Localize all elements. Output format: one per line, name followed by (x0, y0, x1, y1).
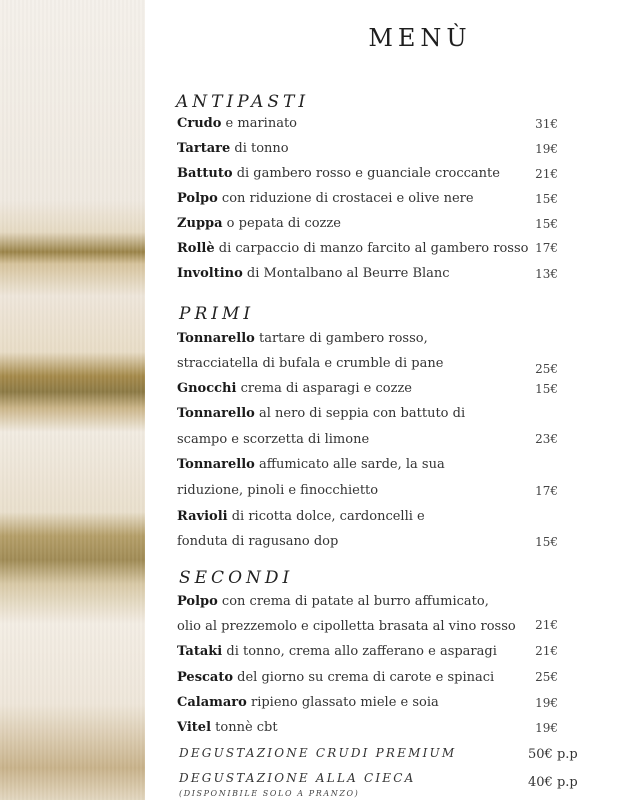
dish-description-line2: fonduta di ragusano dop (177, 534, 339, 549)
menu-item (177, 720, 278, 735)
dish-description: tonnè cbt (211, 720, 278, 735)
dish-description-line2: olio al prezzemolo e cipolletta brasata al vino rosso (177, 619, 516, 634)
menu-item (177, 644, 497, 659)
dish-name: Involtino (177, 266, 243, 281)
menu-item (177, 406, 465, 421)
dish-description: con crema di patate al burro affumicato, (217, 594, 489, 609)
dish-price: 21€ (535, 618, 558, 632)
dish-name: Vitel (177, 720, 212, 735)
tasting-menu-alla-cieca: DEGUSTAZIONE ALLA CIECA (179, 771, 416, 785)
dish-description: con riduzione di crostacei e olive nere (217, 191, 474, 206)
dish-description: tartare di gambero rosso, (254, 331, 428, 346)
dish-description: di carpaccio di manzo farcito al gambero rosso (214, 241, 529, 256)
menu-item (177, 695, 439, 710)
dish-description: di tonno, crema allo zafferano e asparagi (222, 644, 497, 659)
dish-name: Tataki (177, 644, 223, 659)
dish-description-line2: scampo e scorzetta di limone (177, 432, 370, 447)
dish-description: ripieno glassato miele e soia (246, 695, 439, 710)
dish-price: 13€ (535, 267, 558, 281)
menu-item (177, 457, 445, 472)
dish-description: di gambero rosso e guanciale croccante (232, 166, 500, 181)
dish-name: Tonnarello (177, 406, 255, 421)
dish-name: Tonnarello (177, 457, 255, 472)
dish-price: 15€ (535, 217, 558, 231)
dish-price: 15€ (535, 382, 558, 396)
menu-item (177, 381, 412, 396)
dish-description-line2: riduzione, pinoli e finocchietto (177, 483, 379, 498)
dish-price: 17€ (535, 241, 558, 255)
tasting-price: 40€ p.p (528, 775, 578, 790)
dish-description: e marinato (221, 116, 298, 131)
dish-name: Crudo (177, 116, 222, 131)
menu-item (177, 116, 297, 131)
dish-price: 21€ (535, 167, 558, 181)
menu-item (177, 166, 500, 181)
dish-description: del giorno su crema di carote e spinaci (233, 670, 495, 685)
section-heading-secondi: SECONDI (179, 568, 294, 588)
menu-item (177, 594, 489, 609)
dish-name: Polpo (177, 191, 218, 206)
dish-name: Rollè (177, 241, 215, 256)
dish-description: crema di asparagi e cozze (236, 381, 412, 396)
menu-item (177, 331, 428, 346)
tasting-menu-crudi-premium: DEGUSTAZIONE CRUDI PREMIUM (179, 746, 457, 760)
dish-description-line2: stracciatella di bufala e crumble di pane (177, 356, 444, 371)
menu-title: MENÙ (368, 24, 472, 52)
dish-name: Ravioli (177, 509, 228, 524)
tasting-note: (DISPONIBILE SOLO A PRANZO) (179, 789, 360, 798)
dish-price: 25€ (535, 670, 558, 684)
dish-price: 15€ (535, 192, 558, 206)
dish-name: Polpo (177, 594, 218, 609)
dish-price: 21€ (535, 644, 558, 658)
dish-description: di Montalbano al Beurre Blanc (242, 266, 450, 281)
menu-item (177, 191, 474, 206)
dish-description: affumicato alle sarde, la sua (254, 457, 445, 472)
watercolor-decoration (0, 0, 145, 800)
dish-name: Battuto (177, 166, 233, 181)
dish-name: Tartare (177, 141, 231, 156)
dish-name: Pescato (177, 670, 234, 685)
section-heading-antipasti: ANTIPASTI (176, 92, 310, 112)
dish-description: o pepata di cozze (222, 216, 341, 231)
menu-item (177, 266, 450, 281)
menu-item (177, 670, 494, 685)
tasting-price: 50€ p.p (528, 747, 578, 762)
dish-price: 17€ (535, 484, 558, 498)
dish-description: al nero di seppia con battuto di (254, 406, 466, 421)
menu-item (177, 509, 425, 524)
menu-item (177, 216, 341, 231)
dish-name: Gnocchi (177, 381, 237, 396)
dish-price: 25€ (535, 362, 558, 376)
dish-price: 19€ (535, 696, 558, 710)
menu-item (177, 241, 528, 256)
dish-name: Tonnarello (177, 331, 255, 346)
section-heading-primi: PRIMI (179, 304, 255, 324)
dish-price: 31€ (535, 117, 558, 131)
dish-price: 15€ (535, 535, 558, 549)
dish-name: Zuppa (177, 216, 223, 231)
dish-description: di tonno (230, 141, 289, 156)
dish-price: 19€ (535, 142, 558, 156)
dish-description: di ricotta dolce, cardoncelli e (227, 509, 425, 524)
dish-price: 19€ (535, 721, 558, 735)
menu-item (177, 141, 289, 156)
dish-name: Calamaro (177, 695, 247, 710)
dish-price: 23€ (535, 432, 558, 446)
